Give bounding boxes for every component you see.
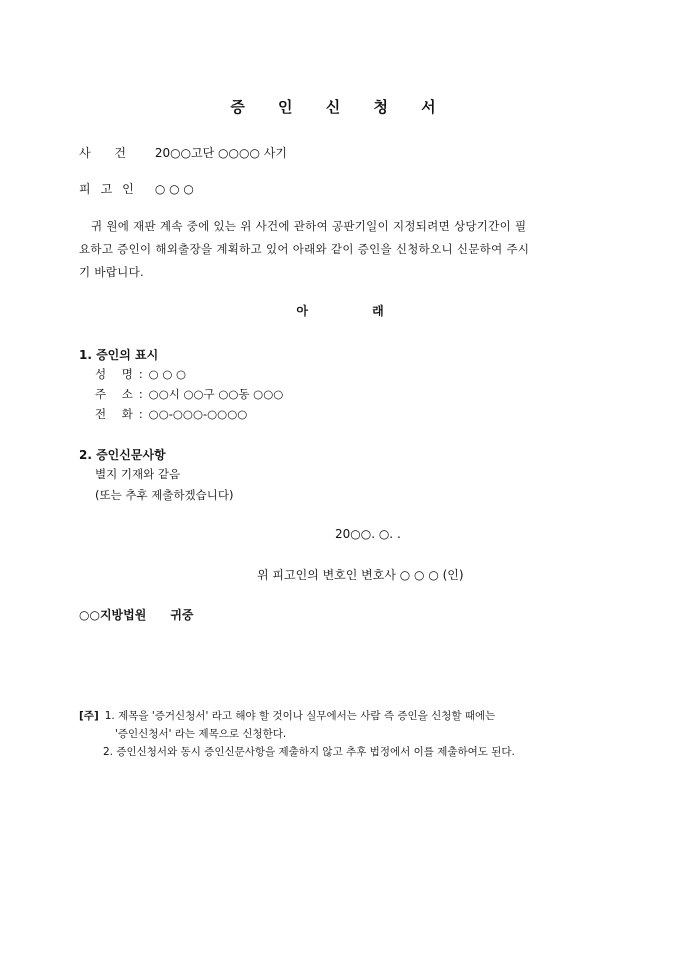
witness-name-row <box>95 366 186 382</box>
note-line: 2. 증인신청서와 동시 증인신문사항을 제출하지 않고 추후 법정에서 이를 제출하여도 된다. <box>103 746 515 758</box>
paragraph-line: 요하고 증인이 해외출장을 계획하고 있어 아래와 같이 증인을 신청하오니 신문하여 주시 <box>79 242 530 256</box>
document-title: 증 인 신 청 서 <box>230 98 450 116</box>
witness-name-label: 성 명: <box>95 367 149 381</box>
case-value: 20○○고단 ○○○○ 사기 <box>154 146 287 160</box>
witness-address-row <box>95 386 283 402</box>
court-name: ○○지방법원 <box>79 608 147 622</box>
witness-phone-row <box>95 406 247 422</box>
document-date: 20○○. ○. . <box>335 527 401 541</box>
section-divider-heading: 아 래 <box>296 304 384 318</box>
defendant-value: ○ ○ ○ <box>154 182 194 196</box>
witness-section-heading: 1. 증인의 표시 <box>79 348 159 362</box>
witness-address-label: 주 소: <box>95 387 149 401</box>
note-tag: [주] <box>79 710 99 722</box>
court-addressee <box>79 606 218 623</box>
paragraph-line: 기 바랍니다. <box>79 265 144 279</box>
note-line <box>79 708 495 723</box>
case-row <box>79 144 287 161</box>
witness-phone-value: ○○-○○○-○○○○ <box>148 407 248 421</box>
defendant-label: 피고인 <box>79 182 144 196</box>
court-suffix: 귀중 <box>170 608 194 622</box>
questions-line: 별지 기재와 같음 <box>95 467 181 481</box>
signature-line: 위 피고인의 변호인 변호사 ○ ○ ○ (인) <box>257 568 464 582</box>
defendant-row <box>79 180 194 197</box>
witness-name-value: ○ ○ ○ <box>148 367 187 381</box>
request-paragraph <box>79 215 595 284</box>
note-text: 1. 제목을 '증거신청서' 라고 해야 할 것이나 실무에서는 사람 즉 증인을 신청할 때에는 <box>104 710 496 722</box>
case-label: 사 건 <box>79 146 136 160</box>
paragraph-line: 귀 원에 재판 계속 중에 있는 위 사건에 관하여 공판기일이 지정되려면 상당기간이 필 <box>91 219 527 233</box>
note-line: '증인신청서' 라는 제목으로 신청한다. <box>115 728 287 740</box>
questions-line: (또는 추후 제출하겠습니다) <box>95 488 234 502</box>
questions-section-heading: 2. 증인신문사항 <box>79 448 166 462</box>
witness-phone-label: 전 화: <box>95 407 149 421</box>
witness-address-value: ○○시 ○○구 ○○동 ○○○ <box>148 387 284 401</box>
